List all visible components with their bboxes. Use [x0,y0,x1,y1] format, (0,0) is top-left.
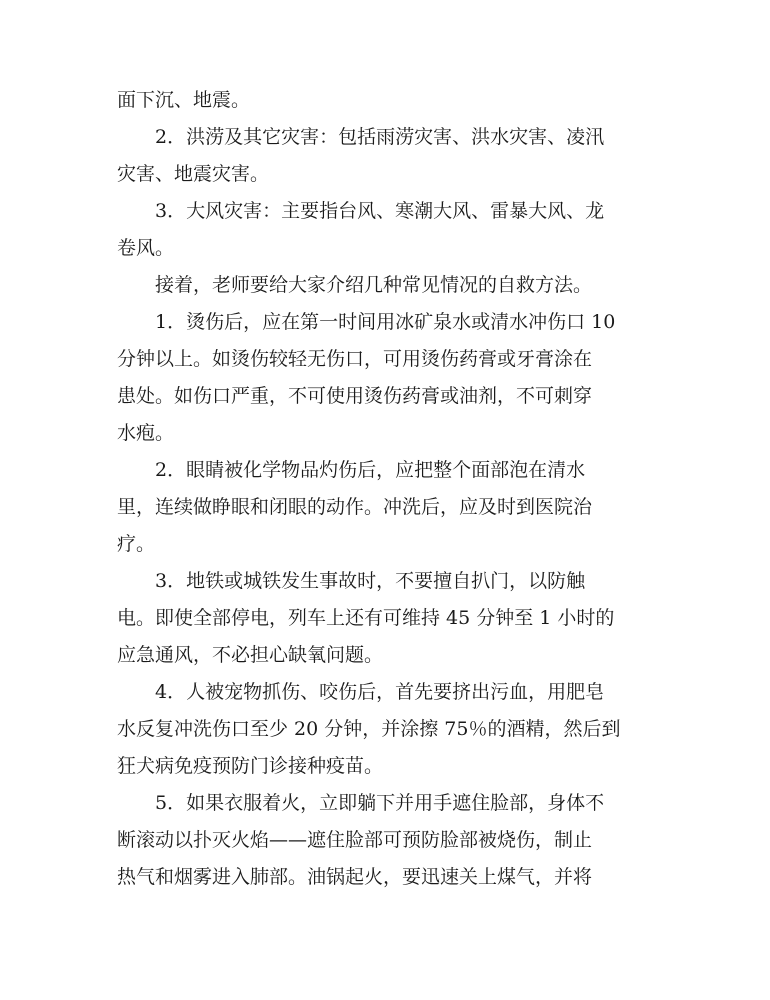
text-line: 断滚动以扑灭火焰——遮住脸部可预防脸部被烧伤，制止 [117,829,593,851]
text-line: 接着，老师要给大家介绍几种常见情况的自救方法。 [155,274,593,296]
text-line: 3．大风灾害：主要指台风、寒潮大风、雷暴大风、龙 [155,200,605,222]
text-line: 面下沉、地震。 [117,89,251,111]
paragraph-9 [117,785,655,896]
text-line: 热气和烟雾进入肺部。油锅起火，要迅速关上煤气，并将 [117,866,593,888]
paragraph-3 [117,193,655,267]
text-line: 电。即使全部停电，列车上还有可维持 45 分钟至 1 小时的 [117,607,615,629]
text-line: 里，连续做睁眼和闭眼的动作。冲洗后，应及时到医院治 [117,496,593,518]
text-line: 2．眼睛被化学物品灼伤后，应把整个面部泡在清水 [155,459,586,481]
document-body [117,82,655,896]
text-line: 1．烫伤后，应在第一时间用冰矿泉水或清水冲伤口 10 [155,311,616,333]
paragraph-2 [117,119,655,193]
paragraph-5 [117,304,655,452]
paragraph-7 [117,563,655,674]
text-line: 卷风。 [117,237,175,259]
paragraph-4 [117,267,655,304]
paragraph-8 [117,674,655,785]
text-line: 灾害、地震灾害。 [117,163,270,185]
paragraph-6 [117,452,655,563]
paragraph-1 [117,82,655,119]
text-line: 5．如果衣服着火，立即躺下并用手遮住脸部，身体不 [155,792,605,814]
text-line: 3．地铁或城铁发生事故时，不要擅自扒门，以防触 [155,570,586,592]
text-line: 分钟以上。如烫伤较轻无伤口，可用烫伤药膏或牙膏涂在 [117,348,593,370]
text-line: 狂犬病免疫预防门诊接种疫苗。 [117,755,384,777]
text-line: 疗。 [117,533,156,555]
text-line: 水疱。 [117,422,175,444]
text-line: 2．洪涝及其它灾害：包括雨涝灾害、洪水灾害、凌汛 [155,126,605,148]
text-line: 患处。如伤口严重，不可使用烫伤药膏或油剂，不可刺穿 [117,385,593,407]
text-line: 4．人被宠物抓伤、咬伤后，首先要挤出污血，用肥皂 [155,681,605,703]
text-line: 应急通风，不必担心缺氧问题。 [117,644,384,666]
text-line: 水反复冲洗伤口至少 20 分钟，并涂擦 75％的酒精，然后到 [117,718,621,740]
